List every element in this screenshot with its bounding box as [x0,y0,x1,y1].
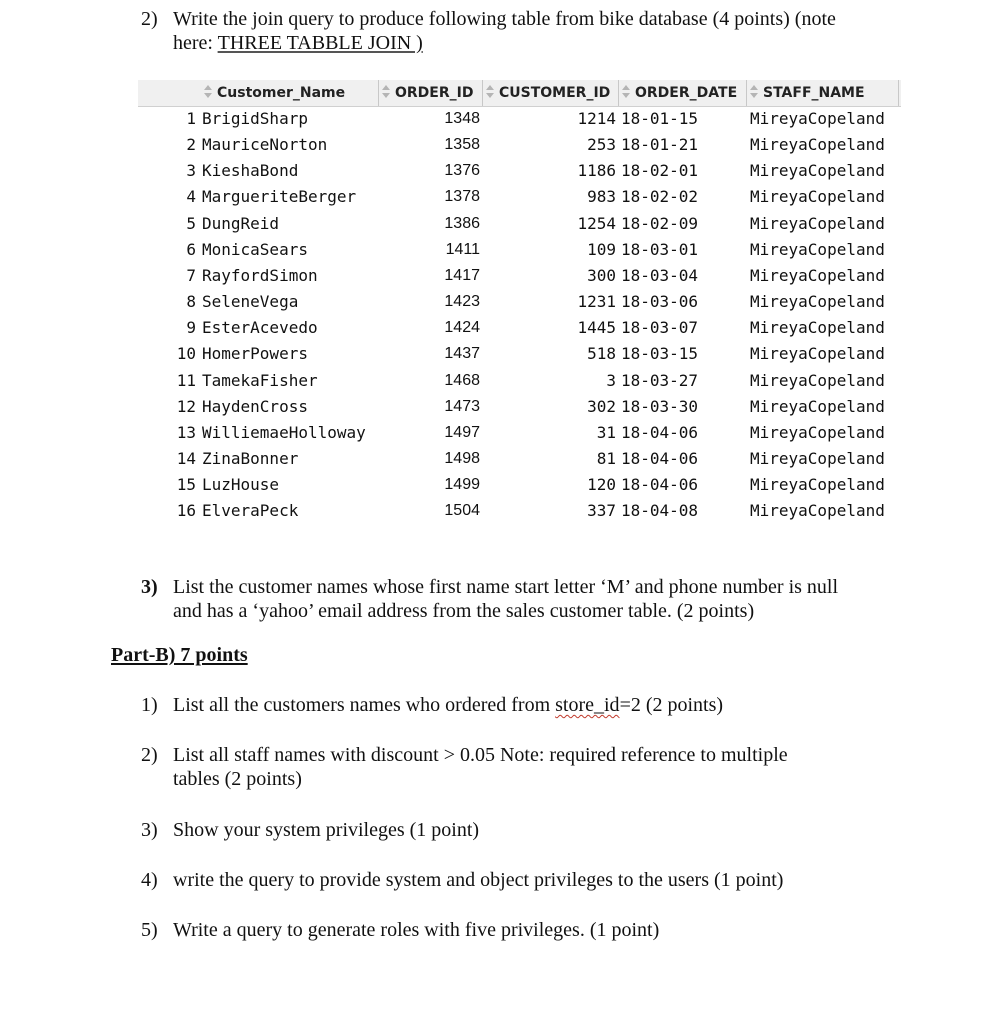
cell-customer-id: 81 [596,448,616,468]
table-row[interactable] [138,106,901,132]
cell-customer-name: BrigidSharp [202,109,308,128]
cell-customer-id: 337 [587,501,616,521]
row-number: 13 [176,422,196,442]
part-b-question-2 [141,743,921,793]
cell-customer-id: 109 [587,239,616,259]
cell-order-date: 18-03-07 [621,318,699,338]
cell-order-id: 1499 [444,476,480,494]
question-3 [141,575,921,625]
question-text-line2: tables (2 points) [173,768,302,790]
cell-order-id: 1378 [444,188,480,206]
cell-staff-name: MireyaCopeland [750,109,885,128]
sort-icon [749,85,759,99]
cell-order-date: 18-03-15 [621,344,699,364]
cell-staff-name: MireyaCopeland [750,239,885,259]
cell-staff-name: MireyaCopeland [750,448,885,468]
part-b-question-3 [141,818,921,844]
cell-customer-name: ZinaBonner [202,448,299,468]
cell-order-date: 18-04-06 [621,448,699,468]
cell-order-id: 1437 [444,345,480,363]
column-header-label: ORDER_DATE [635,85,738,101]
column-header-customer-name[interactable] [200,80,379,106]
store-id-term: store_id [555,694,620,716]
cell-customer-name: SeleneVega [202,292,299,312]
cell-order-id: 1417 [444,266,480,284]
cell-order-id: 1411 [445,240,480,258]
cell-customer-name: HaydenCross [202,396,308,416]
row-number: 14 [176,448,196,468]
row-number: 15 [176,475,196,495]
question-number: 2) [141,744,158,766]
question-number: 5) [141,919,158,941]
cell-staff-name: MireyaCopeland [750,396,885,416]
cell-customer-id: 983 [587,187,616,207]
cell-customer-id: 3 [606,370,616,390]
table-row[interactable] [138,498,901,521]
column-header-label: Customer_Name [217,85,346,101]
cell-order-id: 1504 [444,502,480,520]
cell-order-date: 18-01-21 [621,135,699,155]
row-number: 16 [176,501,196,521]
grid-header [138,80,901,107]
cell-order-date: 18-03-30 [621,396,699,416]
question-text: Show your system privileges (1 point) [173,819,480,841]
cell-customer-id: 253 [587,135,616,155]
row-number: 7 [186,265,196,285]
cell-customer-name: EsterAcevedo [202,318,318,338]
cell-order-date: 18-03-06 [621,292,699,312]
question-text: List the customer names whose first name start letter ‘M’ and phone number is null [173,576,839,598]
row-number: 5 [186,213,196,233]
part-b-question-5 [141,918,921,944]
table-row[interactable] [138,368,901,394]
column-header-order-date[interactable] [618,80,747,106]
cell-customer-id: 1186 [577,161,616,181]
cell-staff-name: MireyaCopeland [750,370,885,390]
cell-customer-id: 1214 [577,109,616,128]
cell-order-date: 18-04-08 [621,501,699,521]
table-row[interactable] [138,420,901,446]
question-text-prefix: here: [173,32,218,54]
table-row[interactable] [138,289,901,315]
row-number: 6 [186,239,196,259]
row-number: 9 [186,318,196,338]
cell-order-date: 18-02-09 [621,213,699,233]
question-text: List all staff names with discount > 0.05 Note: required reference to multiple [173,744,788,766]
column-header-customer-id[interactable] [482,80,619,106]
row-number: 10 [176,344,196,364]
column-header-order-id[interactable] [378,80,483,106]
sort-icon [485,85,495,99]
cell-order-date: 18-01-15 [621,109,699,128]
cell-order-id: 1468 [444,371,480,389]
cell-customer-id: 1231 [577,292,616,312]
cell-customer-name: MonicaSears [202,239,308,259]
sort-icon [621,85,631,99]
table-row[interactable] [138,263,901,289]
row-number: 8 [186,292,196,312]
row-number: 2 [186,135,196,155]
question-number: 3) [141,819,158,841]
cell-staff-name: MireyaCopeland [750,344,885,364]
cell-customer-id: 31 [596,422,616,442]
column-header-label: STAFF_NAME [763,85,865,101]
three-table-join-note: THREE TABBLE JOIN ) [217,32,423,54]
question-number: 4) [141,869,158,891]
cell-order-id: 1497 [444,423,480,441]
cell-staff-name: MireyaCopeland [750,135,885,155]
cell-staff-name: MireyaCopeland [750,161,885,181]
question-2 [141,7,921,57]
table-row[interactable] [138,211,901,237]
query-result-grid [138,80,901,521]
cell-customer-name: LuzHouse [202,475,280,495]
cell-order-date: 18-03-04 [621,265,699,285]
table-row[interactable] [138,341,901,367]
cell-customer-id: 120 [587,475,616,495]
cell-order-date: 18-03-27 [621,370,699,390]
cell-order-id: 1473 [444,397,480,415]
cell-customer-id: 1254 [577,213,616,233]
table-row[interactable] [138,446,901,472]
cell-staff-name: MireyaCopeland [750,213,885,233]
cell-customer-id: 518 [587,344,616,364]
cell-order-date: 18-02-01 [621,161,699,181]
cell-order-date: 18-04-06 [621,475,699,495]
cell-staff-name: MireyaCopeland [750,501,885,521]
cell-customer-name: TamekaFisher [202,370,318,390]
question-text-line2 [173,31,423,55]
cell-order-id: 1358 [444,136,480,154]
cell-customer-name: ElveraPeck [202,501,299,521]
cell-customer-name: RayfordSimon [202,265,318,285]
cell-order-date: 18-03-01 [621,239,699,259]
cell-order-id: 1386 [444,214,480,232]
column-header-label: CUSTOMER_ID [499,85,611,101]
cell-customer-id: 300 [587,265,616,285]
question-text-prefix: List all the customers names who ordered from [173,694,556,716]
question-text-line2: and has a ‘yahoo’ email address from the sales customer table. (2 points) [173,600,755,622]
sort-icon [203,85,213,99]
part-b-question-4 [141,868,921,894]
question-text-suffix: =2 (2 points) [619,694,724,716]
cell-customer-name: MargueriteBerger [202,187,357,207]
cell-customer-name: WilliemaeHolloway [202,422,366,442]
cell-order-id: 1424 [444,319,480,337]
table-row[interactable] [138,237,901,263]
row-number: 11 [176,370,196,390]
table-row[interactable] [138,132,901,158]
cell-staff-name: MireyaCopeland [750,422,885,442]
question-text [173,693,723,717]
cell-customer-name: DungReid [202,213,280,233]
table-row[interactable] [138,184,901,210]
row-number: 12 [176,396,196,416]
question-number: 3) [141,576,158,598]
cell-customer-id: 1445 [577,318,616,338]
cell-order-date: 18-04-06 [621,422,699,442]
cell-order-id: 1348 [444,110,480,127]
row-number: 4 [186,187,196,207]
question-text: Write the join query to produce following table from bike database (4 points) (note [173,8,836,30]
cell-staff-name: MireyaCopeland [750,265,885,285]
cell-order-id: 1498 [444,449,480,467]
question-number: 2) [141,8,158,30]
cell-order-date: 18-02-02 [621,187,699,207]
column-header-label: ORDER_ID [395,85,474,101]
part-b-question-1 [141,693,921,719]
row-number: 1 [186,109,196,128]
row-number: 3 [186,161,196,181]
cell-customer-id: 302 [587,396,616,416]
cell-staff-name: MireyaCopeland [750,318,885,338]
sort-icon [381,85,391,99]
cell-customer-name: MauriceNorton [202,135,328,155]
cell-staff-name: MireyaCopeland [750,187,885,207]
cell-customer-name: HomerPowers [202,344,308,364]
column-header-staff-name[interactable] [746,80,899,106]
question-text: Write a query to generate roles with five privileges. (1 point) [173,919,660,941]
table-row[interactable] [138,315,901,341]
cell-order-id: 1376 [444,162,480,180]
question-number: 1) [141,694,158,716]
cell-customer-name: KieshaBond [202,161,299,181]
cell-staff-name: MireyaCopeland [750,292,885,312]
cell-order-id: 1423 [444,293,480,311]
table-row[interactable] [138,158,901,184]
table-row[interactable] [138,394,901,420]
table-row[interactable] [138,472,901,498]
part-b-heading: Part-B) 7 points [111,644,248,666]
cell-staff-name: MireyaCopeland [750,475,885,495]
question-text: write the query to provide system and object privileges to the users (1 point) [173,869,784,891]
